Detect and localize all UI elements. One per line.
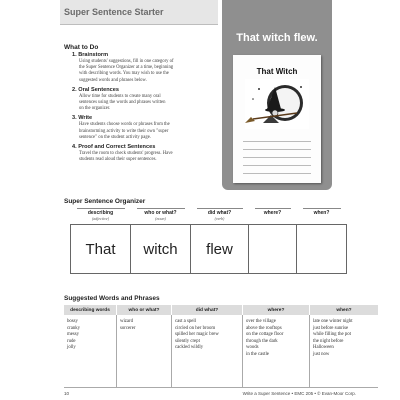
organizer-col-who: who or what? (noun) <box>131 208 191 225</box>
step-line: students read aloud their super sentences. <box>79 157 157 163</box>
organizer-col-did-what: did what? (verb) <box>191 208 249 225</box>
organizer-cell-when <box>297 225 347 274</box>
list-item: messy <box>67 332 79 338</box>
list-item: cackled wildly <box>175 345 204 351</box>
step-brainstorm <box>72 52 214 84</box>
organizer-col-when: when? <box>297 208 347 225</box>
suggested-cell-describing <box>64 315 117 388</box>
list-item: bossy <box>67 319 78 324</box>
writing-line <box>243 157 311 158</box>
list-item: jolly <box>67 345 76 351</box>
step-text <box>72 151 214 163</box>
list-item: Halloween <box>313 345 334 351</box>
step-title: 4. Proof and Correct Sentences <box>72 144 156 151</box>
organizer-cell-did-what: flew <box>191 225 249 274</box>
step-line: with describing words. You may wish to use the <box>79 71 169 77</box>
suggested-col-header: did what? <box>172 305 243 315</box>
list-item: sorcerer <box>120 325 136 331</box>
step-line: Travel the room to check students' progress. Have <box>79 151 173 157</box>
list-item: over the village <box>246 319 276 324</box>
step-text <box>72 59 214 84</box>
step-line: sentences using the words and phrases written <box>79 100 166 106</box>
step-line: suggested words and phrases below. <box>79 77 147 83</box>
list-item: circled on her broom <box>175 325 216 331</box>
step-proof-correct <box>72 144 214 163</box>
step-oral-sentences <box>72 87 214 113</box>
step-text <box>72 94 214 113</box>
writing-line <box>243 165 311 166</box>
step-title: 2. Oral Sentences <box>72 86 119 93</box>
list-item: just now <box>313 351 330 357</box>
suggested-cell-did-what <box>172 315 243 388</box>
page-title: Super Sentence Starter <box>64 7 164 17</box>
list-item: through the dark <box>246 338 278 344</box>
writing-line <box>243 141 311 142</box>
step-write <box>72 115 214 141</box>
organizer-col-describing: describing (adjective) <box>71 208 131 225</box>
list-item: wizard <box>120 319 134 324</box>
list-item: while filling the pot <box>313 332 351 338</box>
list-item: the night before <box>313 338 344 344</box>
list-item: silently crept <box>175 338 200 344</box>
writing-line <box>243 149 311 150</box>
suggested-cell-where <box>243 315 310 388</box>
footer-credit: Write a Super Sentence • EMC 205 • © Evan-Moor Corp. <box>242 391 356 396</box>
suggested-heading: Suggested Words and Phrases <box>64 295 160 302</box>
step-text <box>72 122 214 141</box>
step-line: the Super Sentence Organizer at a time, beginning <box>79 65 174 71</box>
organizer-col-where: where? <box>249 208 297 225</box>
suggested-col-header: when? <box>310 305 379 315</box>
suggested-col-header: describing words <box>64 305 117 315</box>
what-to-do-heading: What to Do <box>64 44 99 51</box>
organizer-cell-where <box>249 225 297 274</box>
writing-line <box>243 173 311 174</box>
list-item: rude <box>67 338 76 344</box>
list-item: cranky <box>67 325 81 331</box>
step-title: 1. Brainstorm <box>72 52 109 58</box>
step-line: Using students' suggestions, fill in one category of <box>79 59 174 64</box>
list-item: spilled her magic brew <box>175 332 219 338</box>
list-item: late one winter night <box>313 319 353 324</box>
step-line: brainstorming activity to write their own "super <box>79 128 169 134</box>
page-number: 10 <box>64 391 70 396</box>
organizer-cell-who: witch <box>131 225 191 274</box>
suggested-col-header: who or what? <box>117 305 172 315</box>
organizer-heading: Super Sentence Organizer <box>64 198 146 205</box>
suggested-table <box>64 305 378 388</box>
activity-page-thumbnail <box>233 55 321 183</box>
step-line: Allow time for students to create many oral <box>79 93 161 99</box>
step-title: 3. Write <box>72 115 93 122</box>
organizer-table <box>70 208 347 274</box>
organizer-cell-describing: That <box>71 225 131 274</box>
list-item: above the rooftops <box>246 325 282 331</box>
header-divider <box>60 24 218 25</box>
step-line: on the organizer. <box>79 106 111 112</box>
suggested-cell-when <box>310 315 379 388</box>
witch-illustration <box>245 79 309 129</box>
example-sentence: That witch flew. <box>236 32 318 44</box>
suggested-cell-who <box>117 315 172 388</box>
list-item: cast a spell <box>175 319 197 324</box>
step-line: sentence" on the student activity page. <box>79 134 151 140</box>
list-item: just before sunrise <box>313 325 349 331</box>
thumbnail-title: That Witch <box>256 67 298 76</box>
step-line: Have students choose words or phrases from the <box>79 122 170 128</box>
suggested-col-header: where? <box>243 305 310 315</box>
list-item: in the castle <box>246 351 269 357</box>
list-item: on the cottage floor <box>246 332 284 338</box>
list-item: woods <box>246 345 259 351</box>
steps-list <box>72 52 214 166</box>
